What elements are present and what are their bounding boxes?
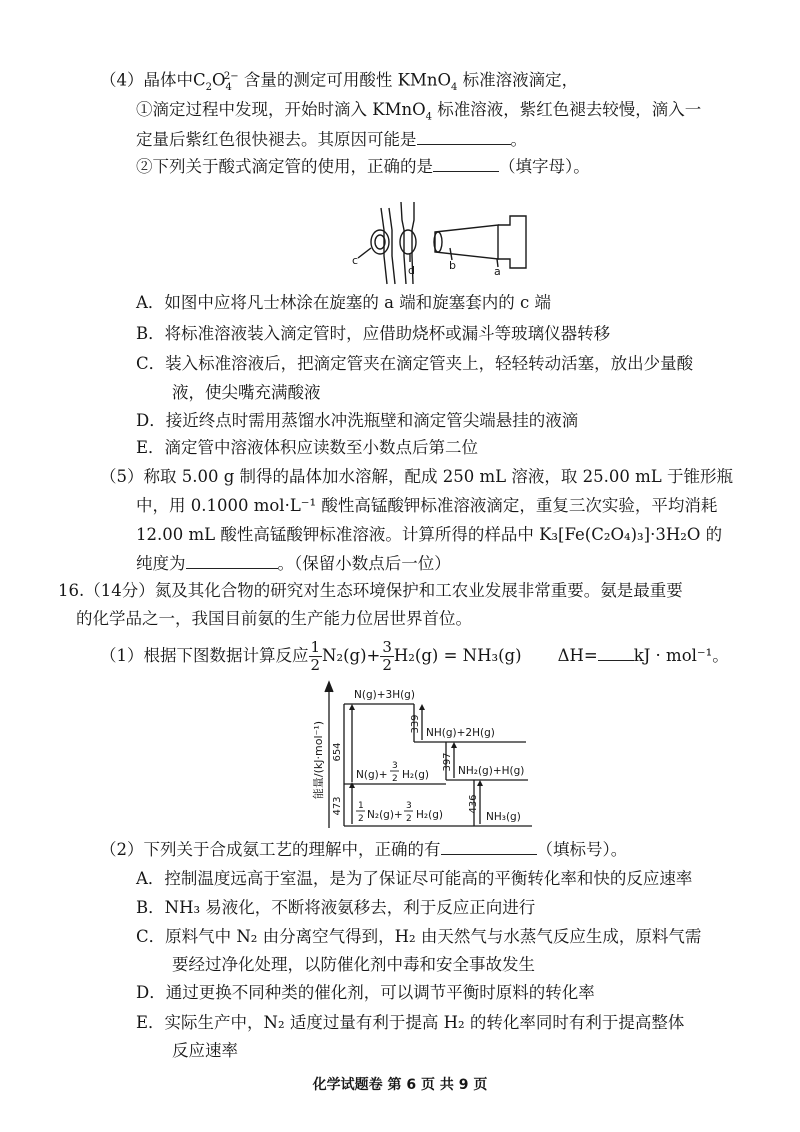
- value-473: 473: [332, 796, 343, 816]
- value-654: 654: [332, 742, 343, 762]
- q5-line4: 纯度为 。（保留小数点后一位）: [136, 554, 451, 573]
- svg-text:3: 3: [406, 801, 412, 811]
- q4-option-a: A．如图中应将凡士林涂在旋塞的 a 端和旋塞套内的 c 端: [136, 293, 551, 312]
- q4-item2: ②下列关于酸式滴定管的使用，正确的是 （填字母）。: [136, 157, 590, 176]
- answer-blank[interactable]: [186, 552, 278, 569]
- value-339: 339: [410, 714, 421, 734]
- svg-text:N(g)+: N(g)+: [356, 769, 388, 781]
- svg-text:N₂(g)+: N₂(g)+: [367, 809, 403, 821]
- figure-label-b: b: [449, 259, 456, 272]
- q4-option-d: D．接近终点时需用蒸馏水冲洗瓶壁和滴定管尖端悬挂的液滴: [136, 411, 579, 430]
- q16-option-e-cont: 反应速率: [172, 1041, 238, 1060]
- q16-part1: （1）根据下图数据计算反应 $\frac{1}{2}$ N₂(g)+ $\frac{3}{2}$ H₂(g) = NH₃(g) ΔH= kJ · mol⁻¹。: [100, 638, 729, 674]
- value-436: 436: [468, 794, 479, 814]
- q5-line1: （5）称取 5.00 g 制得的晶体加水溶解，配成 250 mL 溶液，取 25.00 mL 于锥形瓶: [100, 467, 733, 486]
- q16-option-c: C．原料气中 N₂ 由分离空气得到，H₂ 由天然气与水蒸气反应生成，原料气需: [136, 927, 702, 946]
- answer-blank[interactable]: [598, 644, 634, 661]
- answer-blank[interactable]: [417, 128, 511, 145]
- page-footer: 化学试题卷 第 6 页 共 9 页: [312, 1077, 488, 1093]
- figure-label-c: c: [352, 254, 359, 267]
- q4-option-e: E．滴定管中溶液体积应读数至小数点后第二位: [136, 438, 479, 457]
- state-nh-2h: NH(g)+2H(g): [426, 727, 495, 739]
- q4-option-b: B．将标准溶液装入滴定管时，应借助烧杯或漏斗等玻璃仪器转移: [136, 324, 611, 343]
- q5-line2: 中，用 0.1000 mol·L⁻¹ 酸性高锰酸钾标准溶液滴定，重复三次实验，平均消耗: [136, 496, 718, 515]
- q16-line1: 16.（14分）氮及其化合物的研究对生态环境保护和工农业发展非常重要。氨是最重要: [58, 581, 683, 600]
- svg-text:1: 1: [358, 801, 364, 811]
- q4-option-c-cont: 液，使尖嘴充满酸液: [172, 383, 321, 402]
- q16-part2: （2）下列关于合成氨工艺的理解中，正确的有 （填标号）。: [100, 840, 628, 859]
- q16-line2: 的化学品之一，我国目前氨的生产能力位居世界首位。: [76, 609, 472, 628]
- figure-label-d: d: [408, 264, 415, 277]
- energy-diagram: [296, 680, 536, 830]
- q4-intro: （4）晶体中$C_2O_4^{2-}$ 含量的测定可用酸性 KMnO$_4$ 标准溶液滴定，: [100, 70, 579, 93]
- state-n2-h2: [356, 801, 443, 824]
- state-n-3h: N(g)+3H(g): [354, 689, 415, 701]
- q16-option-a: A．控制温度远高于室温，是为了保证尽可能高的平衡转化率和快的反应速率: [136, 869, 693, 888]
- y-axis-label: 能量/(kJ·mol⁻¹): [312, 720, 325, 800]
- svg-text:2: 2: [392, 774, 398, 784]
- figure-label-a: a: [494, 265, 501, 278]
- svg-text:H₂(g): H₂(g): [416, 809, 443, 821]
- state-nh2-h: NH₂(g)+H(g): [458, 765, 525, 777]
- q16-option-b: B．NH₃ 易液化，不断将液氨移去，利于反应正向进行: [136, 898, 536, 917]
- q4-item1-line1: ①滴定过程中发现，开始时滴入 KMnO$_4$ 标准溶液，紫红色褪去较慢，滴入一: [136, 100, 702, 123]
- svg-text:2: 2: [406, 814, 412, 824]
- q16-option-e: E．实际生产中，N₂ 适度过量有利于提高 H₂ 的转化率同时有利于提高整体: [136, 1013, 685, 1032]
- q16-option-c-cont: 要经过净化处理，以防催化剂中毒和安全事故发生: [172, 955, 535, 974]
- state-n-h2: [356, 761, 429, 784]
- svg-text:H₂(g): H₂(g): [402, 769, 429, 781]
- q16-option-d: D．通过更换不同种类的催化剂，可以调节平衡时原料的转化率: [136, 983, 595, 1002]
- burette-stopcock-figure: [340, 180, 550, 285]
- answer-blank[interactable]: [441, 838, 537, 855]
- q5-line3: 12.00 mL 酸性高锰酸钾标准溶液。计算所得的样品中 K₃[Fe(C₂O₄)₃]·3H₂O 的: [136, 525, 723, 544]
- q4-option-c: C．装入标准溶液后，把滴定管夹在滴定管夹上，轻轻转动活塞，放出少量酸: [136, 354, 694, 373]
- value-397: 397: [442, 752, 453, 772]
- state-nh3: NH₃(g): [486, 811, 521, 823]
- q4-item1-line2: 定量后紫红色很快褪去。其原因可能是 。: [136, 130, 527, 149]
- answer-blank[interactable]: [433, 155, 499, 172]
- svg-text:2: 2: [358, 814, 364, 824]
- svg-text:3: 3: [392, 761, 398, 771]
